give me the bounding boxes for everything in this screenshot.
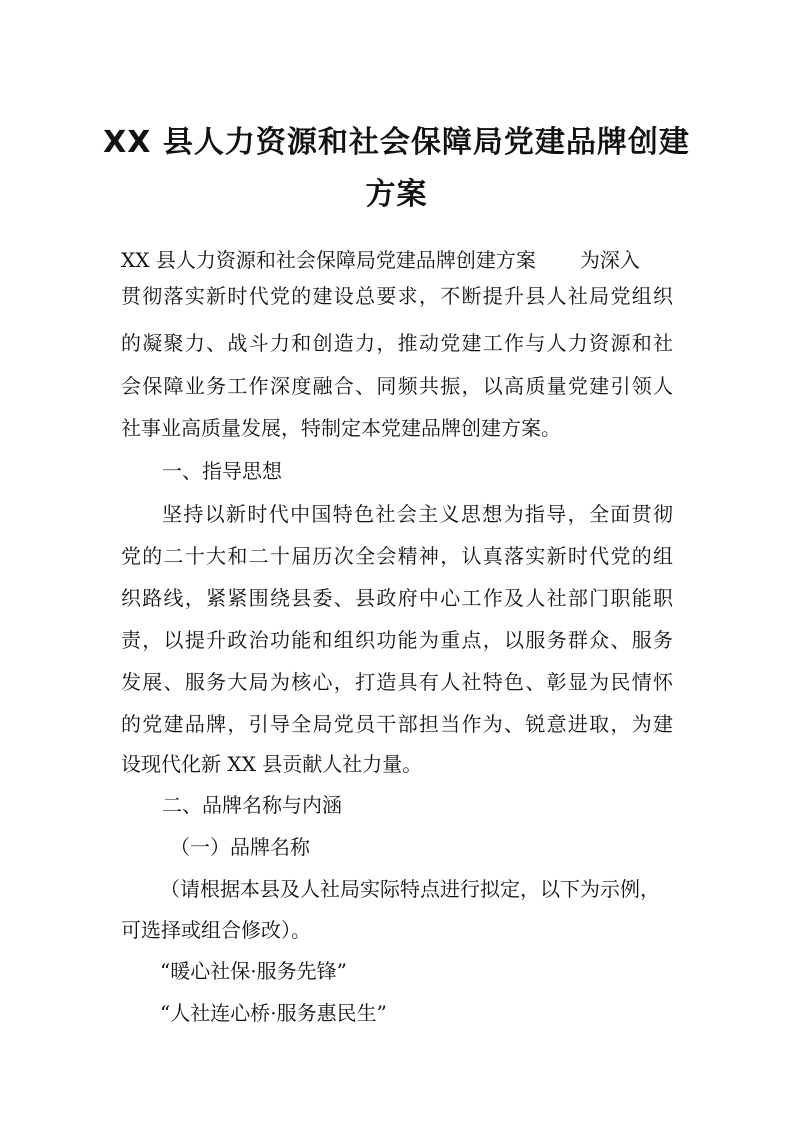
intro-line-5: 社事业高质量发展，特制定本党建品牌创建方案。 [121,416,561,440]
section-2-sub-1-heading: （一）品牌名称 [170,835,310,859]
intro-repeat-title: XX 县人力资源和社会保障局党建品牌创建方案 [121,248,536,272]
section-1-line-6: 的党建品牌，引导全局党员干部担当作为、锐意进取，为建 [121,712,673,736]
section-1-line-1: 坚持以新时代中国特色社会主义思想为指导，全面贯彻 [162,502,673,526]
intro-line-1 [121,242,673,278]
section-1-line-3: 织路线，紧紧围绕县委、县政府中心工作及人社部门职能职 [121,586,673,610]
section-1-heading: 一、指导思想 [162,459,282,483]
section-1-line-4: 责，以提升政治功能和组织功能为重点，以服务群众、服务 [121,628,673,652]
section-1-line-7: 设现代化新 XX 县贡献人社力量。 [121,752,423,776]
brand-example-1: “暖心社保·服务先锋” [160,959,347,983]
section-1-line-5: 发展、服务大局为核心，打造具有人社特色、彰显为民情怀 [121,670,673,694]
section-1-line-2: 党的二十大和二十届历次全会精神，认真落实新时代党的组 [121,544,673,568]
brand-example-2: “人社连心桥·服务惠民生” [160,1001,387,1025]
intro-line-2: 贯彻落实新时代党的建设总要求，不断提升县人社局党组织 [121,284,673,308]
intro-line-4: 会保障业务工作深度融合、同频共振，以高质量党建引领人 [121,374,673,398]
section-2-note-line-1: （请根据本县及人社局实际特点进行拟定，以下为示例， [160,877,660,901]
section-2-note-line-2: 可选择或组合修改）。 [121,918,311,942]
section-2-heading: 二、品牌名称与内涵 [162,793,342,817]
intro-start: 为深入 [579,248,640,272]
document-title-line-1: XX 县人力资源和社会保障局党建品牌创建 [103,125,690,160]
document-title-line-2: 方案 [365,177,428,212]
intro-line-3: 的凝聚力、战斗力和创造力，推动党建工作与人力资源和社 [121,331,673,355]
